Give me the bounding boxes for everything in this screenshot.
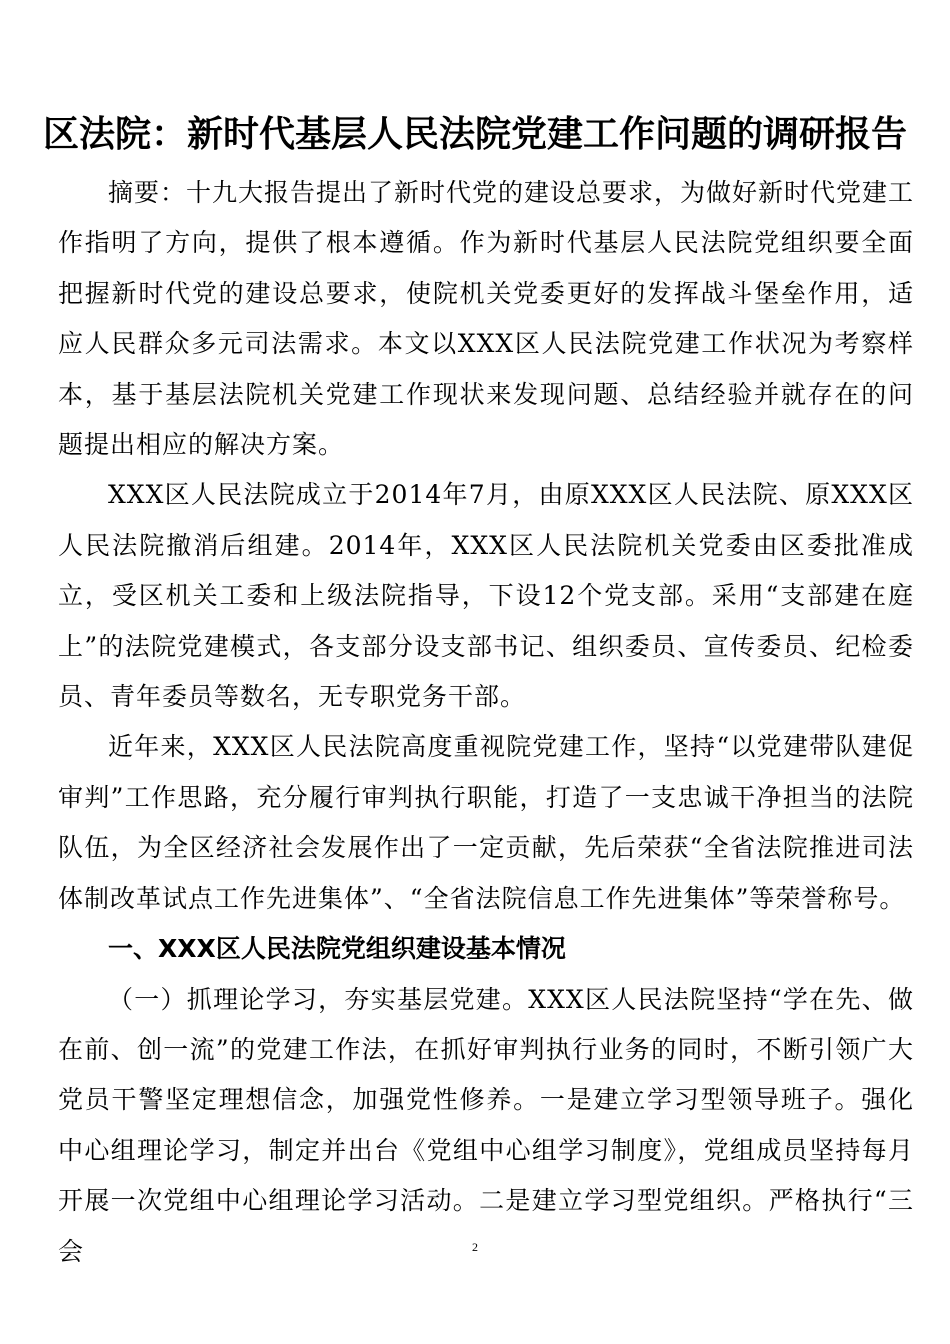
document-title: 区法院：新时代基层人民法院党建工作问题的调研报告 xyxy=(42,113,907,155)
page-number: 2 xyxy=(472,1240,478,1254)
achievements-paragraph: 近年来，XXX区人民法院高度重视院党建工作，坚持“以党建带队建促审判”工作思路，充分履行审判执行职能，打造了一支忠诚干净担当的法院队伍，为全区经济社会发展作出了一定贡献，先后荣获“全省法院推进司法体制改革试点工作先进集体”、“全省法院信息工作先进集体”等荣誉称号。 xyxy=(58,732,914,913)
court-history-paragraph: XXX区人民法院成立于2014年7月，由原XXX区人民法院、原XXX区人民法院撤消后组建。2014年，XXX区人民法院机关党委由区委批准成立，受区机关工委和上级法院指导，下设12个党支部。采用“支部建在庭上”的法院党建模式，各支部分设支部书记、组织委员、宣传委员、纪检委员、青年委员等数名，无专职党务干部。 xyxy=(58,480,914,712)
abstract-paragraph: 摘要：十九大报告提出了新时代党的建设总要求，为做好新时代党建工作指明了方向，提供了根本遵循。作为新时代基层人民法院党组织要全面把握新时代党的建设总要求，使院机关党委更好的发挥战斗堡垒作用，适应人民群众多元司法需求。本文以XXX区人民法院党建工作状况为考察样本，基于基层法院机关党建工作现状来发现问题、总结经验并就存在的问题提出相应的解决方案。 xyxy=(58,178,915,460)
document-body xyxy=(58,168,914,1277)
section-paragraph: （一）抓理论学习，夯实基层党建。XXX区人民法院坚持“学在先、做在前、创一流”的党建工作法，在抓好审判执行业务的同时，不断引领广大党员干警坚定理想信念，加强党性修养。一是建立学习型领导班子。强化中心组理论学习，制定并出台《党组中心组学习制度》，党组成员坚持每月开展一次党组中心组理论学习活动。二是建立学习型党组织。严格执行“三会 xyxy=(58,984,914,1266)
section-heading: 一、XXX区人民法院党组织建设基本情况 xyxy=(108,934,566,964)
